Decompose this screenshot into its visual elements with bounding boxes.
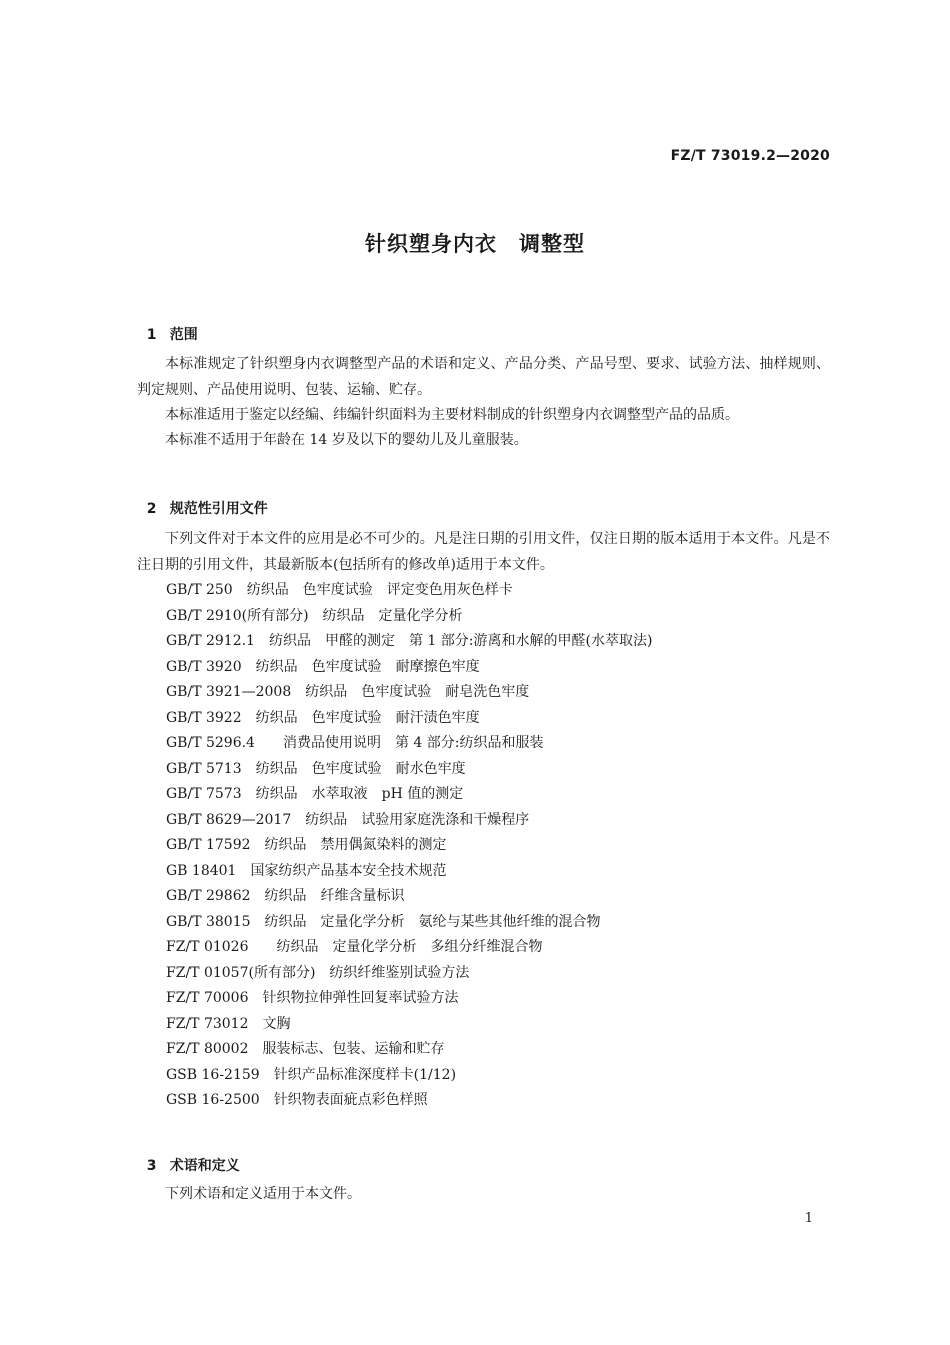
reference-code: GSB 16-2159 bbox=[166, 1066, 260, 1083]
reference-title: 消费品使用说明 第 4 部分:纺织品和服装 bbox=[268, 735, 544, 751]
reference-title: 纺织品 色牢度试验 耐摩擦色牢度 bbox=[255, 658, 480, 675]
reference-title: 纺织品 色牢度试验 耐皂洗色牢度 bbox=[305, 684, 530, 700]
reference-code: FZ/T 01026 bbox=[166, 939, 249, 955]
reference-item bbox=[166, 680, 652, 706]
reference-title: 国家纺织产品基本安全技术规范 bbox=[250, 862, 447, 879]
reference-item bbox=[166, 629, 652, 655]
reference-code: GB/T 3921—2008 bbox=[166, 684, 292, 700]
reference-title: 纺织品 纤维含量标识 bbox=[264, 888, 405, 904]
section-1-paragraph: 本标准适用于鉴定以经编、纬编针织面料为主要材料制成的针织塑身内衣调整型产品的品质。 bbox=[165, 407, 739, 423]
reference-item bbox=[166, 655, 652, 681]
reference-title: 纺织品 甲醛的测定 第 1 部分:游离和水解的甲醛(水萃取法) bbox=[268, 633, 653, 649]
reference-item bbox=[166, 859, 652, 885]
reference-code: FZ/T 73012 bbox=[166, 1015, 249, 1032]
reference-item bbox=[166, 935, 652, 961]
section-2-intro: 下列文件对于本文件的应用是必不可少的。凡是注日期的引用文件，仅注日期的版本适用于本文件。凡是不注日期的引用文件，其最新版本(包括所有的修改单)适用于本文件。 bbox=[137, 531, 830, 573]
standard-code: FZ/T 73019.2—2020 bbox=[670, 148, 830, 164]
reference-code: GB/T 5296.4 bbox=[166, 735, 255, 751]
section-1-paragraph: 本标准不适用于年龄在 14 岁及以下的婴幼儿及儿童服装。 bbox=[165, 432, 528, 448]
reference-code: GB/T 17592 bbox=[166, 837, 251, 853]
reference-item bbox=[166, 706, 652, 732]
reference-item bbox=[166, 1063, 652, 1089]
reference-item bbox=[166, 910, 652, 936]
section-1-paragraph: 本标准规定了针织塑身内衣调整型产品的术语和定义、产品分类、产品号型、要求、试验方法、抽样规则、判定规则、产品使用说明、包装、运输、贮存。 bbox=[137, 356, 830, 398]
document-title: 针织塑身内衣 调整型 bbox=[365, 232, 585, 256]
reference-code: GB/T 2910(所有部分) bbox=[166, 607, 309, 624]
reference-title: 文胸 bbox=[262, 1015, 291, 1032]
reference-item bbox=[166, 1012, 652, 1038]
section-number: 3 bbox=[146, 1158, 157, 1174]
reference-code: FZ/T 70006 bbox=[166, 990, 249, 1006]
reference-code: GB/T 3922 bbox=[166, 709, 242, 726]
reference-code: GB/T 7573 bbox=[166, 786, 242, 802]
reference-item bbox=[166, 808, 652, 834]
reference-item bbox=[166, 578, 652, 604]
reference-title: 纺织纤维鉴别试验方法 bbox=[329, 964, 470, 981]
reference-item bbox=[166, 1037, 652, 1063]
reference-code: GB/T 250 bbox=[166, 582, 233, 598]
reference-item bbox=[166, 757, 652, 783]
reference-item bbox=[166, 833, 652, 859]
section-3-heading bbox=[137, 1139, 240, 1175]
page-number: 1 bbox=[804, 1211, 813, 1226]
reference-code: GSB 16-2500 bbox=[166, 1092, 260, 1108]
reference-item bbox=[166, 884, 652, 910]
reference-title: 纺织品 色牢度试验 评定变色用灰色样卡 bbox=[246, 582, 513, 598]
section-title: 术语和定义 bbox=[169, 1158, 240, 1174]
section-number: 2 bbox=[146, 501, 157, 517]
reference-title: 纺织品 禁用偶氮染料的测定 bbox=[264, 837, 447, 853]
reference-item bbox=[166, 986, 652, 1012]
reference-title: 针织物拉伸弹性回复率试验方法 bbox=[262, 990, 459, 1006]
reference-code: GB/T 8629—2017 bbox=[166, 811, 292, 828]
section-2-heading bbox=[137, 482, 268, 518]
reference-item bbox=[166, 961, 652, 987]
reference-code: FZ/T 80002 bbox=[166, 1041, 249, 1057]
reference-code: GB 18401 bbox=[166, 862, 237, 879]
reference-title: 针织产品标准深度样卡(1/12) bbox=[273, 1066, 457, 1083]
reference-title: 纺织品 定量化学分析 多组分纤维混合物 bbox=[262, 939, 543, 955]
reference-code: GB/T 2912.1 bbox=[166, 633, 255, 649]
reference-code: FZ/T 01057(所有部分) bbox=[166, 964, 316, 981]
reference-item bbox=[166, 731, 652, 757]
reference-title: 纺织品 试验用家庭洗涤和干燥程序 bbox=[305, 811, 530, 828]
section-title: 范围 bbox=[169, 327, 198, 343]
reference-title: 针织物表面疵点彩色样照 bbox=[273, 1092, 428, 1108]
reference-title: 纺织品 定量化学分析 bbox=[322, 607, 463, 624]
reference-code: GB/T 38015 bbox=[166, 913, 251, 930]
reference-title: 纺织品 色牢度试验 耐汗渍色牢度 bbox=[255, 709, 480, 726]
reference-code: GB/T 5713 bbox=[166, 760, 242, 777]
reference-title: 纺织品 定量化学分析 氨纶与某些其他纤维的混合物 bbox=[264, 913, 601, 930]
reference-title: 纺织品 水萃取液 pH 值的测定 bbox=[255, 786, 464, 802]
reference-code: GB/T 3920 bbox=[166, 658, 242, 675]
section-number: 1 bbox=[146, 327, 157, 343]
reference-item bbox=[166, 1088, 652, 1114]
section-3-intro: 下列术语和定义适用于本文件。 bbox=[165, 1186, 361, 1202]
reference-title: 服装标志、包装、运输和贮存 bbox=[262, 1041, 445, 1057]
reference-item bbox=[166, 604, 652, 630]
reference-code: GB/T 29862 bbox=[166, 888, 251, 904]
reference-title: 纺织品 色牢度试验 耐水色牢度 bbox=[255, 760, 466, 777]
normative-reference-list bbox=[166, 578, 652, 1114]
section-title: 规范性引用文件 bbox=[169, 501, 268, 517]
reference-item bbox=[166, 782, 652, 808]
section-1-heading bbox=[137, 308, 198, 344]
